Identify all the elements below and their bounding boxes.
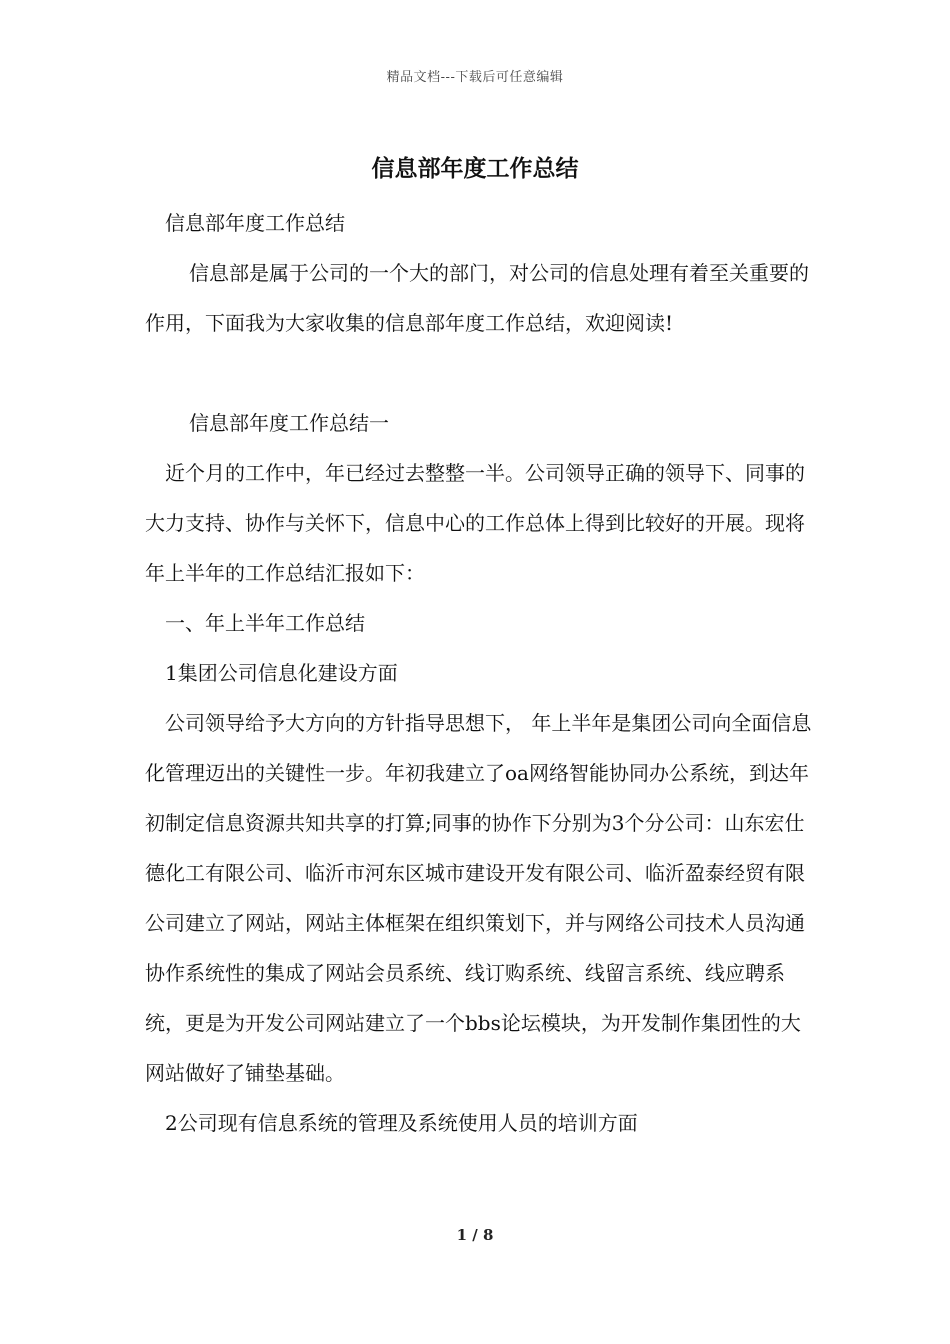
section-heading-paragraph: 信息部年度工作总结一 (189, 411, 389, 435)
subtitle-paragraph: 信息部年度工作总结 (165, 211, 345, 235)
body-paragraph: 近个月的工作中，年已经过去整整一半。公司领导正确的领导下、同事的大力支持、协作与关怀下，信息中心的工作总体上得到比较好的开展。现将年上半年的工作总结汇报如下： (145, 461, 805, 585)
header-note: 精品文档---下载后可任意编辑 (386, 70, 564, 85)
subheading-paragraph: 2公司现有信息系统的管理及系统使用人员的培训方面 (165, 1111, 638, 1135)
subheading-paragraph: 1集团公司信息化建设方面 (165, 661, 398, 685)
document-body (145, 198, 815, 1148)
subheading-paragraph: 一、年上半年工作总结 (165, 611, 365, 635)
page-number: 1 / 8 (456, 1226, 494, 1244)
paragraph-gap (145, 348, 815, 398)
intro-paragraph: 信息部是属于公司的一个大的部门，对公司的信息处理有着至关重要的作用，下面我为大家收集的信息部年度工作总结，欢迎阅读! (145, 261, 809, 335)
document-title: 信息部年度工作总结 (371, 155, 579, 182)
body-paragraph: 公司领导给予大方向的方针指导思想下， 年上半年是集团公司向全面信息化管理迈出的关键性一步。年初我建立了oa网络智能协同办公系统，到达年初制定信息资源共知共享的打算;同事的协作下分别为3个分公司：山东宏仕德化工有限公司、临沂市河东区城市建设开发有限公司、临沂盈泰经贸有限公司建立了网站，网站主体框架在组织策划下，并与网络公司技术人员沟通协作系统性的集成了网站会员系统、线订购系统、线留言系统、线应聘系统，更是为开发公司网站建立了一个bbs论坛模块，为开发制作集团性的大网站做好了铺垫基础。 (145, 711, 812, 1085)
